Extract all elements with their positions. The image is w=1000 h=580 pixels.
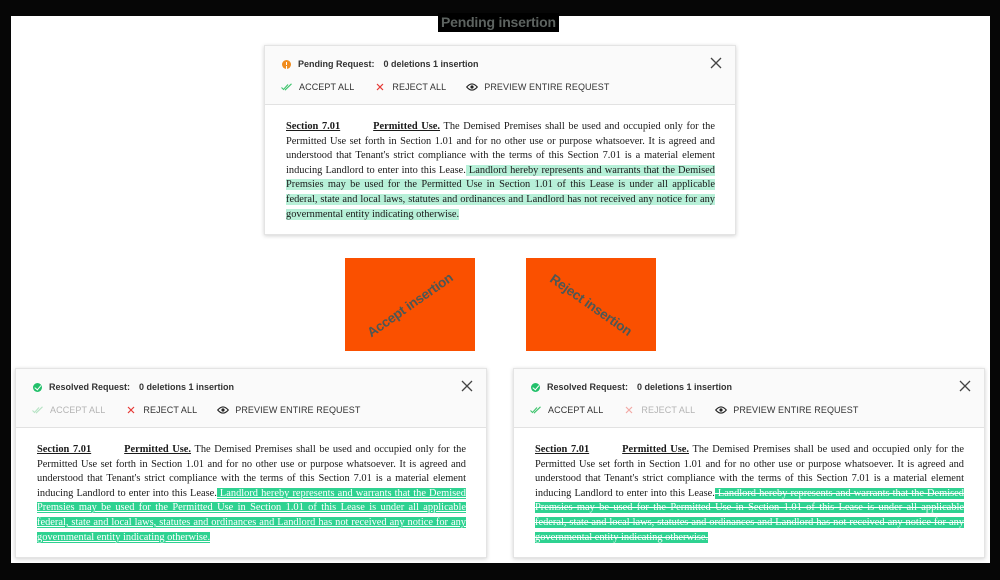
status-row xyxy=(531,380,732,394)
close-button[interactable] xyxy=(709,56,723,70)
preview-label: PREVIEW ENTIRE REQUEST xyxy=(235,405,361,415)
page-title: Pending insertion xyxy=(438,13,559,32)
card-header xyxy=(514,369,984,428)
accept-all-label: ACCEPT ALL xyxy=(50,405,106,415)
reject-all-label: REJECT ALL xyxy=(392,82,447,92)
close-icon xyxy=(709,56,723,70)
reject-insertion-label: Reject insertion xyxy=(547,270,635,339)
pending-insertion[interactable]: Landlord hereby represents and warrants that the Demised Premsies may be used for the Permitted Use in Section 1.01 of this Lease is under all applicable federal, state and local laws, statutes and ordinances and Landlord has not received any notice for any governmental entity indicating otherwise. xyxy=(286,164,715,220)
check-circle-icon xyxy=(531,383,540,392)
accepted-insertion[interactable]: Landlord hereby represents and warrants that the Demised Premsies may be used for the Permitted Use in Section 1.01 of this Lease is under all applicable federal, state and local laws, statutes and ordinances and Landlord has not received any notice for any governmental entity indicating otherwise. xyxy=(37,487,466,543)
reject-all-button[interactable] xyxy=(125,405,197,415)
preview-entire-request-button[interactable] xyxy=(715,405,858,415)
status-label: Resolved Request: xyxy=(547,382,629,392)
close-icon xyxy=(460,379,474,393)
section-number: Section 7.01 xyxy=(535,444,590,455)
close-button[interactable] xyxy=(958,379,972,393)
rejected-request-card xyxy=(513,368,985,558)
eye-icon xyxy=(715,405,727,415)
section-body: The Demised Premises shall be used and occupied only for the Permitted Use set forth in Section 1.01 and for no other use or purpose whatsoever. It is agreed and understood that Tenant's strict compliance with the terms of this Section 7.01 is a material element inducing Landlord to enter into this Lease. xyxy=(286,121,715,176)
reject-all-label: REJECT ALL xyxy=(143,405,198,415)
eye-icon xyxy=(466,82,478,92)
accept-insertion-label: Accept insertion xyxy=(364,269,456,340)
document-text xyxy=(265,105,735,222)
check-circle-icon xyxy=(33,383,42,392)
reject-all-button[interactable] xyxy=(374,82,446,92)
preview-entire-request-button[interactable] xyxy=(466,82,609,92)
double-check-icon xyxy=(530,405,542,415)
action-bar xyxy=(32,403,380,417)
section-title: Permitted Use. xyxy=(124,444,192,455)
accept-all-button[interactable] xyxy=(32,405,105,415)
rejected-insertion[interactable]: Landlord hereby represents and warrants that the Demised Premsies may be used for the Permitted Use in Section 1.01 of this Lease is under all applicable federal, state and local laws, statutes and ordinances and Landlord has not received any notice for any governmental entity indicating otherwise. xyxy=(535,487,964,543)
double-check-icon xyxy=(32,405,44,415)
double-check-icon xyxy=(281,82,293,92)
change-summary: 0 deletions 1 insertion xyxy=(139,382,235,392)
close-x-icon xyxy=(374,82,386,92)
accept-all-label: ACCEPT ALL xyxy=(299,82,355,92)
section-body: The Demised Premises shall be used and occupied only for the Permitted Use set forth in Section 1.01 and for no other use or purpose whatsoever. It is agreed and understood that Tenant's strict compliance with the terms of this Section 7.01 is a material element inducing Landlord to enter into this Lease. xyxy=(535,444,964,499)
action-bar xyxy=(530,403,878,417)
status-label: Pending Request: xyxy=(298,59,375,69)
status-row xyxy=(33,380,234,394)
pending-request-card xyxy=(264,45,736,235)
close-button[interactable] xyxy=(460,379,474,393)
document-text xyxy=(514,428,984,545)
close-icon xyxy=(958,379,972,393)
eye-icon xyxy=(217,405,229,415)
section-number: Section 7.01 xyxy=(37,444,92,455)
accept-insertion-button[interactable] xyxy=(345,258,475,351)
section-title: Permitted Use. xyxy=(373,121,441,132)
reject-all-button[interactable] xyxy=(623,405,695,415)
preview-entire-request-button[interactable] xyxy=(217,405,360,415)
card-header xyxy=(16,369,486,428)
section-title: Permitted Use. xyxy=(622,444,690,455)
reject-insertion-button[interactable] xyxy=(526,258,656,351)
section-number: Section 7.01 xyxy=(286,121,341,132)
card-header xyxy=(265,46,735,105)
accepted-request-card xyxy=(15,368,487,558)
change-summary: 0 deletions 1 insertion xyxy=(383,59,479,69)
document-text xyxy=(16,428,486,545)
action-bar xyxy=(281,80,629,94)
accept-all-button[interactable] xyxy=(281,82,354,92)
preview-label: PREVIEW ENTIRE REQUEST xyxy=(484,82,610,92)
status-label: Resolved Request: xyxy=(49,382,131,392)
accept-all-label: ACCEPT ALL xyxy=(548,405,604,415)
section-body: The Demised Premises shall be used and occupied only for the Permitted Use set forth in Section 1.01 and for no other use or purpose whatsoever. It is agreed and understood that Tenant's strict compliance with the terms of this Section 7.01 is a material element inducing Landlord to enter into this Lease. xyxy=(37,444,466,499)
close-x-icon xyxy=(125,405,137,415)
warning-icon xyxy=(282,60,291,69)
status-row xyxy=(282,57,479,71)
close-x-icon xyxy=(623,405,635,415)
reject-all-label: REJECT ALL xyxy=(641,405,696,415)
change-summary: 0 deletions 1 insertion xyxy=(637,382,733,392)
accept-all-button[interactable] xyxy=(530,405,603,415)
preview-label: PREVIEW ENTIRE REQUEST xyxy=(733,405,859,415)
